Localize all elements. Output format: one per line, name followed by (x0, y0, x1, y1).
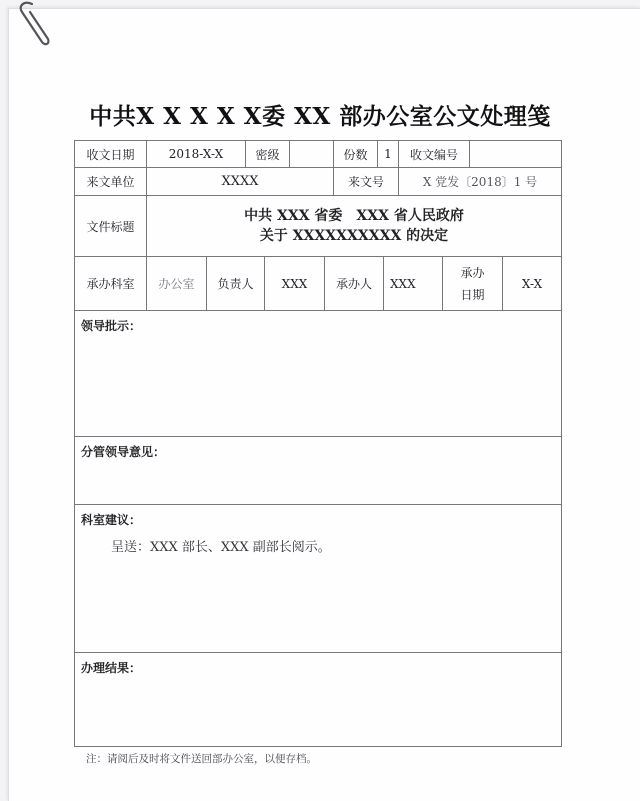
result-box (74, 652, 562, 747)
secret-level-label: 密级 (245, 140, 290, 168)
handle-date-label (442, 256, 503, 311)
dept-value: 办公室 (146, 256, 207, 311)
supervisor-opinion-box (74, 436, 562, 505)
head-value: XXX (264, 256, 325, 311)
secret-level-value (289, 140, 334, 168)
handle-date-label-line2: 日期 (460, 287, 485, 302)
handler-label: 承办人 (324, 256, 384, 311)
supervisor-opinion-label: 分管领导意见： (81, 445, 166, 459)
dept-label: 承办科室 (74, 256, 147, 311)
section-suggestion-box (74, 504, 562, 653)
receive-date-label: 收文日期 (74, 140, 147, 168)
handle-date-label-line1: 承办 (460, 265, 485, 280)
doc-title-value (146, 195, 562, 257)
doc-title-label: 文件标题 (74, 195, 147, 257)
paperclip-icon (14, 0, 54, 50)
result-label: 办理结果： (81, 661, 142, 675)
handle-date-value: X-X (502, 256, 562, 311)
receive-number-value (469, 140, 562, 168)
receive-number-label: 收文编号 (398, 140, 470, 168)
section-suggestion-text: 呈送：XXX 部长、XXX 副部长阅示。 (111, 540, 331, 555)
doc-title-line2: 关于 XXXXXXXXXX 的决定 (259, 228, 449, 244)
section-suggestion-label: 科室建议： (81, 513, 142, 527)
source-unit-label: 来文单位 (74, 167, 147, 196)
leader-instruction-box (74, 310, 562, 437)
copies-label: 份数 (333, 140, 378, 168)
doc-number-value: X 党发〔2018〕1 号 (398, 167, 562, 196)
footnote: 注：请阅后及时将文件送回部办公室，以便存档。 (86, 753, 317, 765)
leader-instruction-label: 领导批示： (81, 319, 142, 333)
doc-number-label: 来文号 (333, 167, 399, 196)
receive-date-value: 2018-X-X (146, 140, 246, 168)
head-label: 负责人 (206, 256, 265, 311)
handler-value: XXX (383, 256, 443, 311)
source-unit-value: XXXX (146, 167, 334, 196)
page-title: 中共X X X X X委 XX 部办公室公文处理笺 (89, 103, 551, 130)
doc-title-line1: 中共 XXX 省委 XXX 省人民政府 (244, 208, 464, 224)
copies-value: 1 (377, 140, 399, 168)
